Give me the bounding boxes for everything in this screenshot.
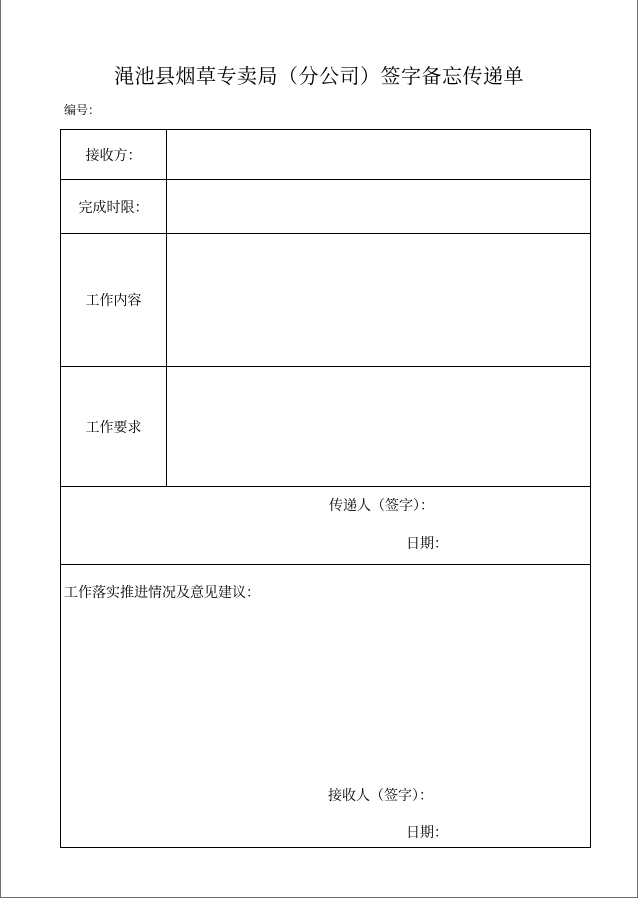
sender-signature-label: 传递人（签字）： <box>329 498 434 514</box>
deadline-label: 完成时限： <box>78 200 149 216</box>
progress-feedback-label: 工作落实推进情况及意见建议： <box>64 585 260 601</box>
receiver-field[interactable] <box>167 130 590 179</box>
receiver-label: 接收方： <box>85 148 142 164</box>
work-requirement-field[interactable] <box>167 367 590 486</box>
row-divider <box>60 486 591 487</box>
document-number-label: 编号： <box>64 103 101 117</box>
row-divider <box>60 564 591 565</box>
table-border-right <box>590 129 591 848</box>
progress-feedback-field[interactable] <box>61 600 590 776</box>
work-content-field[interactable] <box>167 234 590 366</box>
work-content-label: 工作内容 <box>85 293 142 309</box>
receiver-signature-label: 接收人（签字）： <box>328 788 433 804</box>
work-requirement-label: 工作要求 <box>85 420 142 436</box>
sender-date-label: 日期： <box>406 536 448 552</box>
document-title: 渑池县烟草专卖局（分公司）签字备忘传递单 <box>114 64 524 88</box>
deadline-field[interactable] <box>167 180 590 233</box>
receiver-date-label: 日期： <box>406 825 448 841</box>
table-border-bottom <box>60 847 591 848</box>
